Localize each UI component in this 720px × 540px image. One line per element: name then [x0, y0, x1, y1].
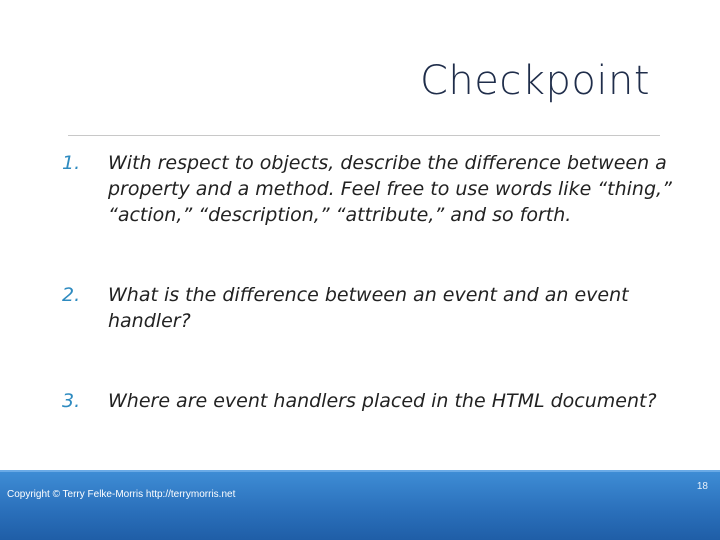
- list-item: [62, 150, 682, 228]
- list-item-number: 2.: [62, 284, 81, 306]
- page-number: 18: [696, 481, 708, 492]
- list-item-number: 3.: [62, 390, 81, 412]
- list-item-text: Where are event handlers placed in the HTML document?: [108, 390, 657, 412]
- footer-edge: [0, 470, 720, 472]
- list-item: [62, 282, 682, 334]
- list-item-text: With respect to objects, describe the difference between a property and a method. Feel free to use words like “thing,” “action,” “description,” “attribute,” and so forth.: [108, 152, 672, 226]
- slide-title: Checkpoint: [419, 58, 650, 104]
- list-item-text: What is the difference between an event and an event handler?: [108, 284, 629, 332]
- footer-bar: [0, 470, 720, 540]
- list-item-number: 1.: [62, 152, 81, 174]
- copyright-text: Copyright © Terry Felke-Morris http://terrymorris.net: [7, 489, 236, 500]
- list-item: [62, 388, 682, 414]
